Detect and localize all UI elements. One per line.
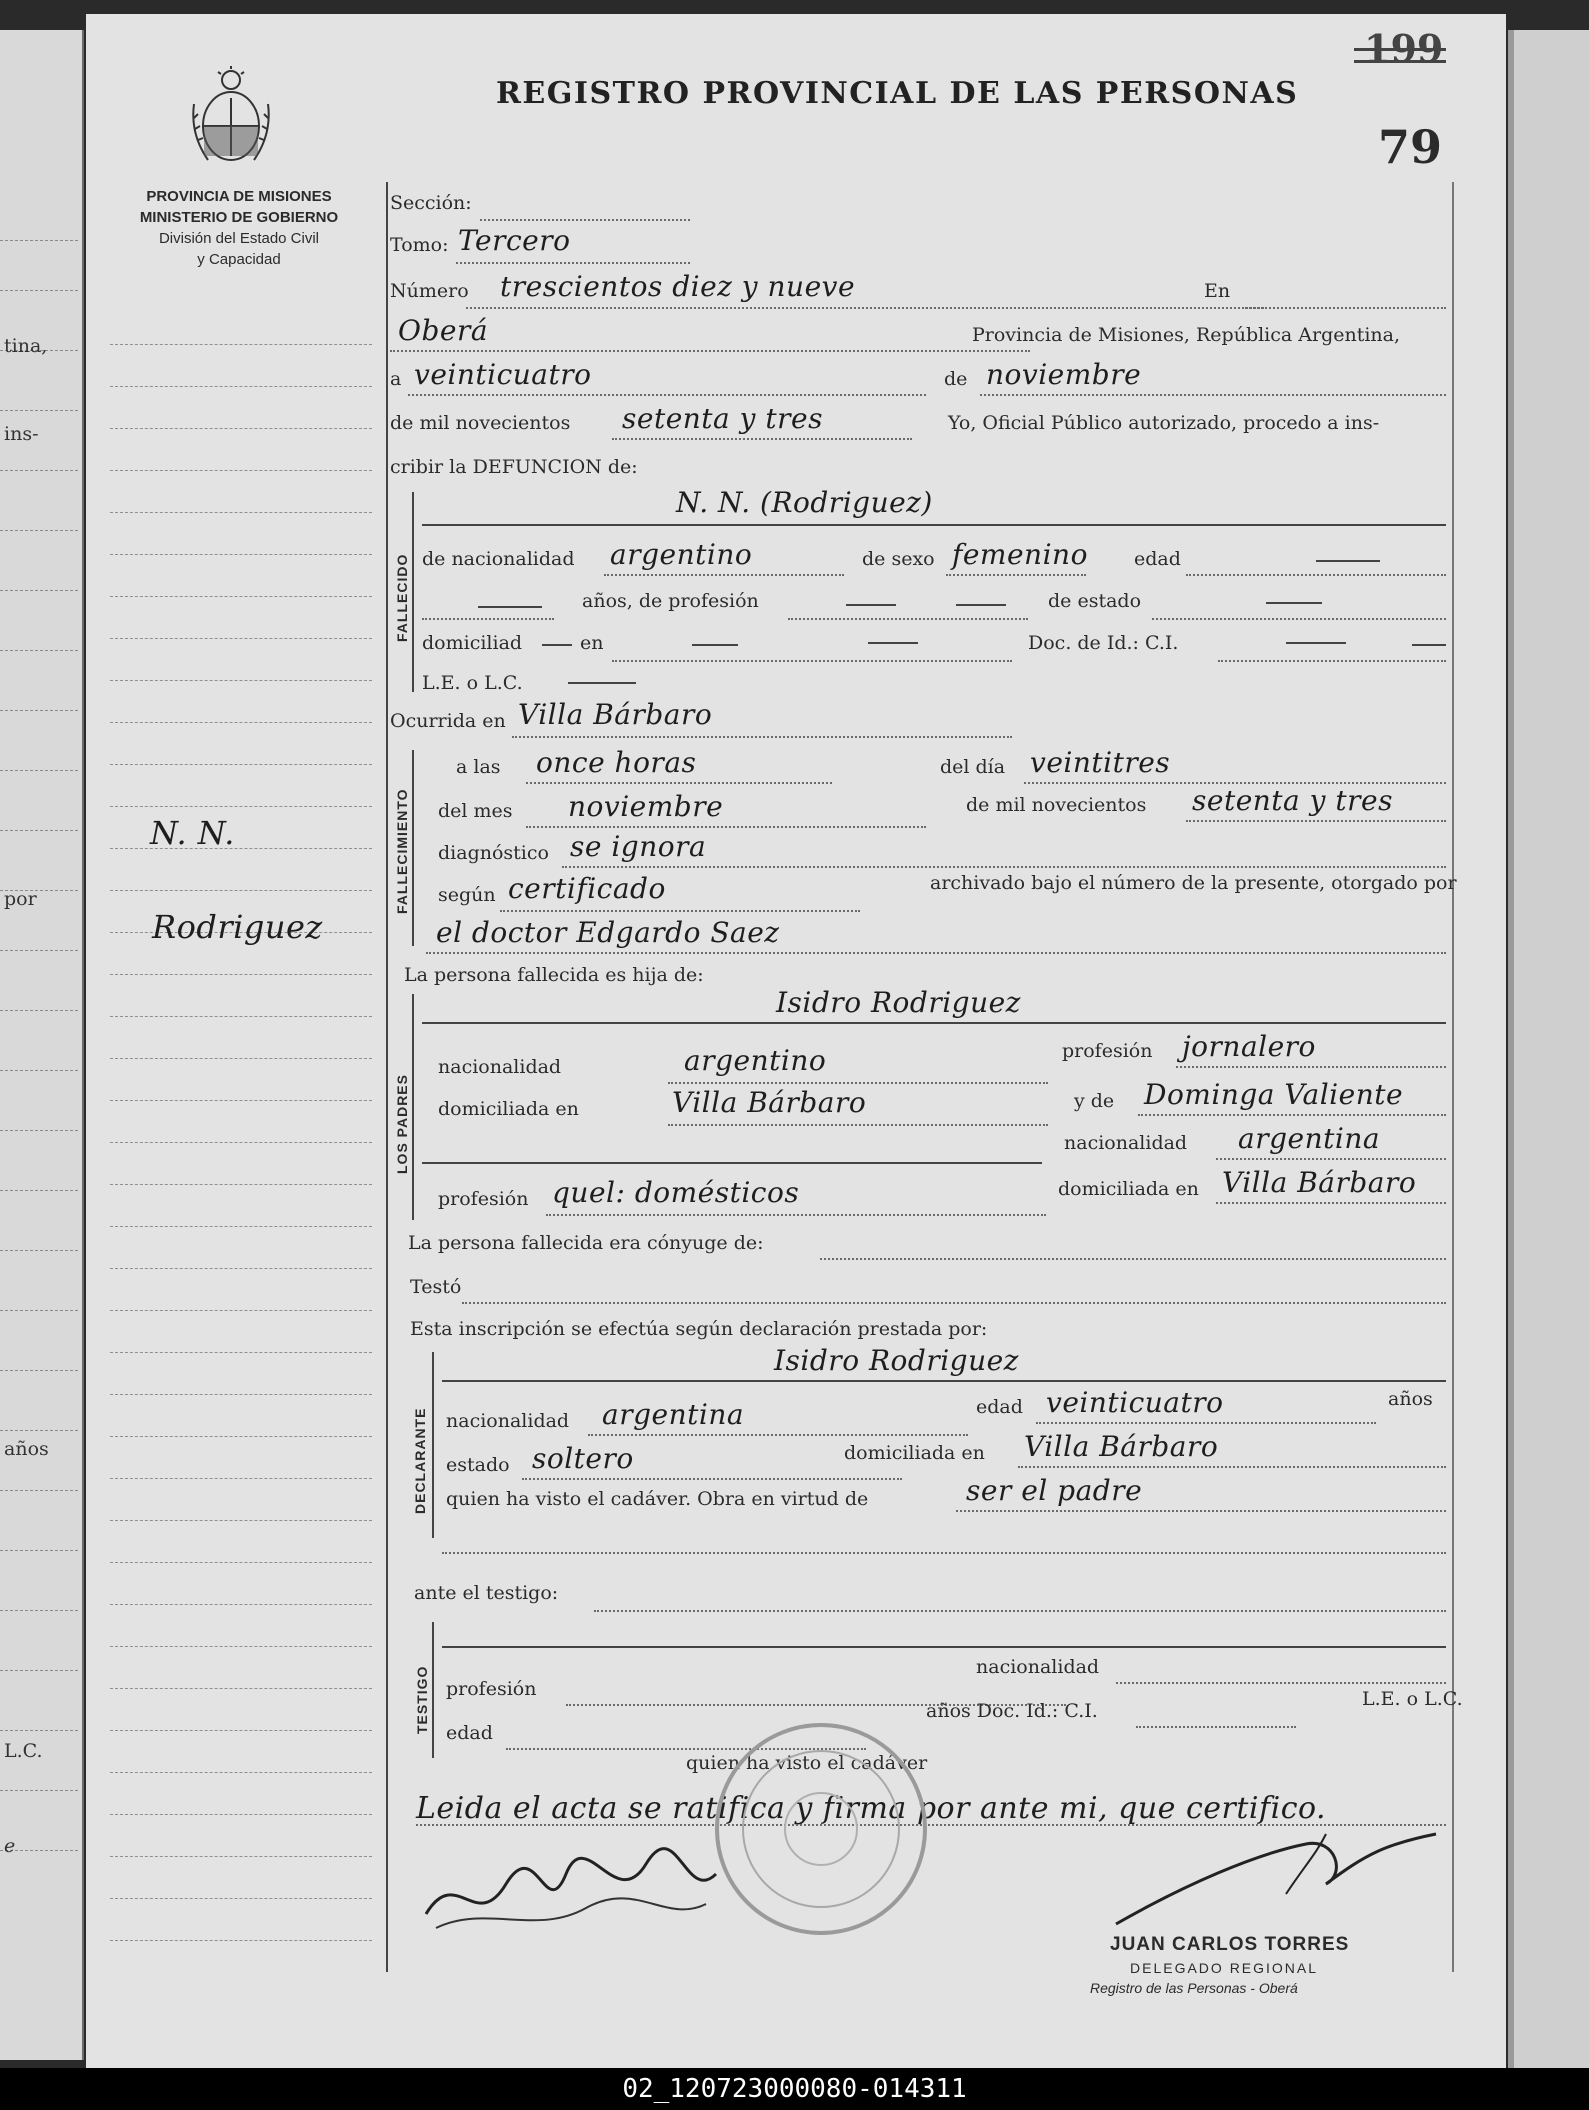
doc-label: Doc. de Id.: C.I. [1028, 632, 1179, 654]
official-seal-stamp [706, 1714, 936, 1944]
tomo-label: Tomo: [390, 234, 449, 256]
testigo-section-label: TESTIGO [414, 1665, 430, 1734]
declaracion-label: Esta inscripción se efectúa según declaración prestada por: [410, 1318, 988, 1340]
segun-label: según [438, 884, 496, 906]
left-word: años [4, 1438, 49, 1460]
declarante-visto-label: quien ha visto el cadáver. Obra en virtud de [446, 1488, 869, 1510]
madre-domicilio: Villa Bárbaro [1222, 1166, 1417, 1199]
le-label: L.E. o L.C. [422, 672, 523, 694]
madre-domicilio-label: domiciliada en [1058, 1178, 1199, 1200]
diagnostico-value: se ignora [570, 830, 707, 863]
anio-fallecimiento: setenta y tres [1192, 784, 1393, 817]
declarante-estado-label: estado [446, 1454, 510, 1476]
madre-profesion: quel: domésticos [552, 1176, 800, 1209]
anio-value: setenta y tres [622, 402, 823, 435]
testigo-visto-label: quien ha visto el cadáver [686, 1752, 928, 1774]
madre-nombre: Dominga Valiente [1144, 1078, 1404, 1111]
testigo-profesion-label: profesión [446, 1678, 537, 1700]
padre-nombre: Isidro Rodriguez [776, 986, 1021, 1019]
left-word: tina, [4, 335, 48, 357]
numero-value: trescientos diez y nueve [500, 270, 856, 303]
testigo-le-label: L.E. o L.C. [1362, 1688, 1463, 1710]
image-id-footer: 02_120723000080-014311 [0, 2068, 1589, 2110]
oficial-label: Yo, Oficial Público autorizado, procedo a ins- [948, 412, 1380, 434]
anio-label: de mil novecientos [390, 412, 571, 434]
declarante-nacionalidad: argentina [602, 1398, 745, 1431]
officer-role: DELEGADO REGIONAL [1130, 1960, 1319, 1976]
officer-registry: Registro de las Personas - Oberá [1090, 1980, 1298, 1996]
ocurrida-lugar: Villa Bárbaro [518, 698, 713, 731]
left-word: ins- [4, 423, 39, 445]
madre-nacionalidad-label: nacionalidad [1064, 1132, 1188, 1154]
padre-nacionalidad-label: nacionalidad [438, 1056, 562, 1078]
padre-nacionalidad: argentino [684, 1044, 827, 1077]
folio-number: 79 [1378, 120, 1443, 174]
office-line: PROVINCIA DE MISIONES [146, 188, 332, 205]
coat-of-arms-icon [188, 64, 274, 168]
mes-fallecimiento: noviembre [568, 790, 724, 823]
sexo-label: de sexo [862, 548, 935, 570]
inscribir-label: cribir la DEFUNCION de: [390, 456, 638, 478]
a-las-label: a las [456, 756, 501, 778]
mes-value: noviembre [986, 358, 1142, 391]
declarante-domicilio: Villa Bárbaro [1024, 1430, 1219, 1463]
next-page-edge [1508, 30, 1589, 2068]
declarante-edad-label: edad [976, 1396, 1023, 1418]
testigo-edad-label: edad [446, 1722, 493, 1744]
declarante-bracket [432, 1352, 434, 1538]
fallecido-section-label: FALLECIDO [394, 553, 410, 642]
padre-domicilio: Villa Bárbaro [672, 1086, 867, 1119]
madre-profesion-label: profesión [438, 1188, 529, 1210]
y-de-label: y de [1074, 1090, 1115, 1112]
hija-de-label: La persona fallecida es hija de: [404, 964, 704, 986]
testigo-bracket [432, 1622, 434, 1758]
dia-value: veinticuatro [414, 358, 592, 391]
strike-line [1354, 60, 1446, 63]
register-page [86, 14, 1506, 2068]
fallecimiento-section-label: FALLECIMIENTO [394, 788, 410, 914]
del-mes-label: del mes [438, 800, 513, 822]
declarante-nombre: Isidro Rodriguez [774, 1344, 1019, 1377]
en-label: en [580, 632, 604, 654]
closing-statement: Leida el acta se ratifica y firma por ante mi, que certifico. [416, 1791, 1327, 1826]
edad-label: edad [1134, 548, 1181, 570]
fallecido-nacionalidad: argentino [610, 538, 753, 571]
madre-nacionalidad: argentina [1238, 1122, 1381, 1155]
margin-note-surname: Rodriguez [152, 908, 323, 946]
padres-bracket [412, 994, 414, 1220]
fallecido-sexo: femenino [952, 538, 1088, 571]
declarante-edad: veinticuatro [1046, 1386, 1224, 1419]
testigo-nacionalidad-label: nacionalidad [976, 1656, 1100, 1678]
tomo-value: Tercero [458, 224, 571, 257]
conyuge-label: La persona fallecida era cónyuge de: [408, 1232, 764, 1254]
declarante-estado: soltero [532, 1442, 634, 1475]
seccion-label: Sección: [390, 192, 472, 214]
testo-label: Testó [410, 1276, 462, 1298]
estado-label: de estado [1048, 590, 1142, 612]
padre-profesion-label: profesión [1062, 1040, 1153, 1062]
declarante-section-label: DECLARANTE [412, 1407, 428, 1514]
del-dia-label: del día [940, 756, 1006, 778]
ante-testigo-label: ante el testigo: [414, 1582, 559, 1604]
declarante-domicilio-label: domiciliada en [844, 1442, 985, 1464]
numero-label: Número [390, 280, 469, 302]
en-label: En [1204, 280, 1231, 302]
margin-divider [386, 182, 388, 1972]
margin-note-name: N. N. [150, 814, 235, 852]
strike-line [1354, 48, 1446, 51]
left-word: por [4, 888, 37, 910]
padres-section-label: LOS PADRES [394, 1074, 410, 1174]
anios-profesion-label: años, de profesión [582, 590, 759, 612]
office-block [100, 186, 378, 270]
officer-signature [1106, 1814, 1446, 1934]
officer-name: JUAN CARLOS TORRES [1110, 1934, 1350, 1955]
domiciliad-label: domiciliad [422, 632, 523, 654]
archivado-label: archivado bajo el número de la presente, otorgado por [930, 872, 1457, 894]
left-word: e [4, 1835, 16, 1857]
segun-value: certificado [508, 872, 666, 905]
anio-fallecimiento-label: de mil novecientos [966, 794, 1147, 816]
office-line: MINISTERIO DE GOBIERNO [139, 209, 339, 226]
declarante-nacionalidad-label: nacionalidad [446, 1410, 570, 1432]
padre-profesion: jornalero [1182, 1030, 1316, 1063]
ocurrida-label: Ocurrida en [390, 710, 506, 732]
office-line: y Capacidad [197, 251, 281, 268]
nacionalidad-label: de nacionalidad [422, 548, 575, 570]
fallecimiento-bracket [412, 750, 414, 946]
struck-folio-number: 199 [1364, 26, 1444, 71]
hora-value: once horas [536, 746, 697, 779]
fallecido-bracket [412, 492, 414, 692]
left-word: L.C. [4, 1740, 43, 1762]
de-label: de [944, 368, 968, 390]
fallecido-nombre: N. N. (Rodriguez) [676, 486, 933, 519]
a-label: a [390, 368, 402, 390]
declarante-virtud: ser el padre [966, 1474, 1143, 1507]
lugar-value: Oberá [398, 314, 489, 347]
declarant-signature [416, 1844, 736, 1944]
dia-fallecimiento: veintitres [1030, 746, 1171, 779]
padre-domicilio-label: domiciliada en [438, 1098, 579, 1120]
testigo-anios-doc-label: años Doc. Id.: C.I. [926, 1700, 1098, 1722]
office-line: División del Estado Civil [158, 230, 320, 247]
medico-value: el doctor Edgardo Saez [436, 916, 780, 949]
diagnostico-label: diagnóstico [438, 842, 549, 864]
left-page-edge [0, 30, 84, 2060]
provincia-label: Provincia de Misiones, República Argentina, [972, 324, 1401, 346]
register-title: REGISTRO PROVINCIAL DE LAS PERSONAS [496, 76, 1299, 111]
declarante-anios-label: años [1388, 1388, 1433, 1410]
